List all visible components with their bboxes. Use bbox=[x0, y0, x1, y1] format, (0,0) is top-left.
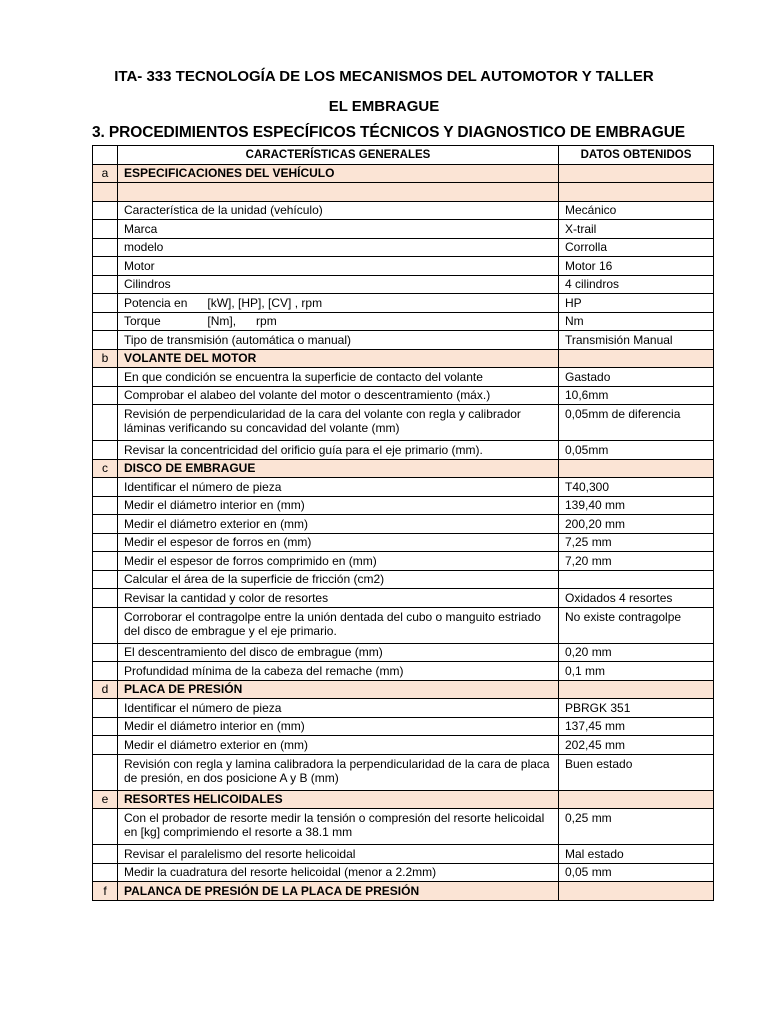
row-label: Medir el diámetro exterior en (mm) bbox=[118, 515, 559, 534]
row-value: 0,05mm bbox=[559, 441, 714, 460]
row-label: Revisión de perpendicularidad de la cara del volante con regla y calibrador láminas verificando su concavidad del volante (mm) bbox=[118, 405, 559, 441]
row-value: Gastado bbox=[559, 368, 714, 387]
row-value: 200,20 mm bbox=[559, 515, 714, 534]
document-title: ITA- 333 TECNOLOGÍA DE LOS MECANISMOS DEL AUTOMOTOR Y TALLER bbox=[114, 68, 654, 85]
section-value-cell bbox=[559, 459, 714, 478]
row-value: Corrolla bbox=[559, 238, 714, 257]
row-value: 7,25 mm bbox=[559, 533, 714, 552]
row-label: Revisar la concentricidad del orificio guía para el eje primario (mm). bbox=[118, 441, 559, 460]
key-cell bbox=[93, 552, 118, 571]
section-title-cell: VOLANTE DEL MOTOR bbox=[118, 349, 559, 368]
section-value-cell bbox=[559, 680, 714, 699]
section-title-cell: ESPECIFICACIONES DEL VEHÍCULO bbox=[118, 164, 559, 183]
key-cell bbox=[93, 496, 118, 515]
key-cell bbox=[93, 515, 118, 534]
specifications-table bbox=[92, 145, 714, 901]
row-label: Calcular el área de la superficie de fricción (cm2) bbox=[118, 570, 559, 589]
key-cell bbox=[93, 201, 118, 220]
table-row bbox=[93, 368, 714, 387]
table-row bbox=[93, 441, 714, 460]
key-cell bbox=[93, 275, 118, 294]
key-cell bbox=[93, 607, 118, 643]
row-value: 137,45 mm bbox=[559, 717, 714, 736]
key-cell bbox=[93, 736, 118, 755]
section-key: b bbox=[93, 349, 118, 368]
row-label: Potencia en [kW], [HP], [CV] , rpm bbox=[118, 294, 559, 313]
header-data-obtained: DATOS OBTENIDOS bbox=[559, 146, 714, 165]
key-cell bbox=[93, 589, 118, 608]
row-value: Nm bbox=[559, 312, 714, 331]
section-key: a bbox=[93, 164, 118, 183]
key-cell bbox=[93, 294, 118, 313]
table-row bbox=[93, 809, 714, 845]
key-cell bbox=[93, 643, 118, 662]
blank-row bbox=[93, 183, 714, 202]
key-cell bbox=[93, 478, 118, 497]
key-cell bbox=[93, 754, 118, 790]
row-label: Identificar el número de pieza bbox=[118, 699, 559, 718]
row-label: Revisar la cantidad y color de resortes bbox=[118, 589, 559, 608]
row-label: Con el probador de resorte medir la tensión o compresión del resorte helicoidal en [kg] comprimiendo el resorte a 38.1 mm bbox=[118, 809, 559, 845]
row-value: 0,1 mm bbox=[559, 662, 714, 681]
table-row bbox=[93, 515, 714, 534]
row-value: Buen estado bbox=[559, 754, 714, 790]
section-title-cell: RESORTES HELICOIDALES bbox=[118, 790, 559, 809]
row-value: 0,20 mm bbox=[559, 643, 714, 662]
table-row bbox=[93, 589, 714, 608]
header-characteristics: CARACTERÍSTICAS GENERALES bbox=[118, 146, 559, 165]
row-value bbox=[559, 570, 714, 589]
table-row bbox=[93, 220, 714, 239]
section-title: 3. PROCEDIMIENTOS ESPECÍFICOS TÉCNICOS Y DIAGNOSTICO DE EMBRAGUE bbox=[92, 124, 686, 141]
table-row bbox=[93, 312, 714, 331]
row-label: Cilindros bbox=[118, 275, 559, 294]
section-key: e bbox=[93, 790, 118, 809]
section-title-cell: PALANCA DE PRESIÓN DE LA PLACA DE PRESIÓN bbox=[118, 882, 559, 901]
row-label: Comprobar el alabeo del volante del motor o descentramiento (máx.) bbox=[118, 386, 559, 405]
row-label: Revisión con regla y lamina calibradora la perpendicularidad de la cara de placa de presión, en dos posicione A y B (mm) bbox=[118, 754, 559, 790]
row-label: Revisar el paralelismo del resorte helicoidal bbox=[118, 845, 559, 864]
key-cell bbox=[93, 441, 118, 460]
row-label: Motor bbox=[118, 257, 559, 276]
section-key: d bbox=[93, 680, 118, 699]
table-row bbox=[93, 643, 714, 662]
row-value: 0,25 mm bbox=[559, 809, 714, 845]
blank-cell bbox=[118, 183, 559, 202]
key-cell bbox=[93, 238, 118, 257]
table-row bbox=[93, 736, 714, 755]
section-key: f bbox=[93, 882, 118, 901]
row-label: modelo bbox=[118, 238, 559, 257]
row-value: 202,45 mm bbox=[559, 736, 714, 755]
key-cell bbox=[93, 220, 118, 239]
key-cell bbox=[93, 331, 118, 350]
section-title-cell: DISCO DE EMBRAGUE bbox=[118, 459, 559, 478]
key-cell bbox=[93, 662, 118, 681]
section-row-c bbox=[93, 459, 714, 478]
section-value-cell bbox=[559, 164, 714, 183]
blank-cell bbox=[93, 183, 118, 202]
key-cell bbox=[93, 570, 118, 589]
row-label: Medir el espesor de forros en (mm) bbox=[118, 533, 559, 552]
section-key: c bbox=[93, 459, 118, 478]
section-value-cell bbox=[559, 882, 714, 901]
key-cell bbox=[93, 533, 118, 552]
table-row bbox=[93, 405, 714, 441]
row-value: 10,6mm bbox=[559, 386, 714, 405]
table-row bbox=[93, 478, 714, 497]
blank-cell bbox=[559, 183, 714, 202]
row-value: Transmisión Manual bbox=[559, 331, 714, 350]
row-label: Tipo de transmisión (automática o manual) bbox=[118, 331, 559, 350]
key-cell bbox=[93, 699, 118, 718]
row-value: T40,300 bbox=[559, 478, 714, 497]
section-title-cell: PLACA DE PRESIÓN bbox=[118, 680, 559, 699]
table-row bbox=[93, 717, 714, 736]
table-row bbox=[93, 331, 714, 350]
table-row bbox=[93, 570, 714, 589]
row-label: En que condición se encuentra la superficie de contacto del volante bbox=[118, 368, 559, 387]
row-value: 139,40 mm bbox=[559, 496, 714, 515]
table-row bbox=[93, 238, 714, 257]
key-cell bbox=[93, 863, 118, 882]
row-value: Motor 16 bbox=[559, 257, 714, 276]
table-row bbox=[93, 257, 714, 276]
row-label: Torque [Nm], rpm bbox=[118, 312, 559, 331]
row-label: Medir la cuadratura del resorte helicoidal (menor a 2.2mm) bbox=[118, 863, 559, 882]
header-key-cell bbox=[93, 146, 118, 165]
row-label: Identificar el número de pieza bbox=[118, 478, 559, 497]
section-row-a bbox=[93, 164, 714, 183]
row-value: 7,20 mm bbox=[559, 552, 714, 571]
table-row bbox=[93, 662, 714, 681]
row-value: PBRGK 351 bbox=[559, 699, 714, 718]
row-value: HP bbox=[559, 294, 714, 313]
section-value-cell bbox=[559, 349, 714, 368]
table-row bbox=[93, 845, 714, 864]
section-row-b bbox=[93, 349, 714, 368]
key-cell bbox=[93, 386, 118, 405]
row-value: Mal estado bbox=[559, 845, 714, 864]
section-row-f bbox=[93, 882, 714, 901]
table-row bbox=[93, 275, 714, 294]
row-value: 4 cilindros bbox=[559, 275, 714, 294]
table-row bbox=[93, 607, 714, 643]
row-label: Marca bbox=[118, 220, 559, 239]
row-value: Oxidados 4 resortes bbox=[559, 589, 714, 608]
table-header-row bbox=[93, 146, 714, 165]
row-value: Mecánico bbox=[559, 201, 714, 220]
table-row bbox=[93, 754, 714, 790]
table-row bbox=[93, 699, 714, 718]
row-label: El descentramiento del disco de embrague (mm) bbox=[118, 643, 559, 662]
section-value-cell bbox=[559, 790, 714, 809]
document-subtitle: EL EMBRAGUE bbox=[328, 98, 440, 115]
table-row bbox=[93, 533, 714, 552]
row-label: Medir el diámetro exterior en (mm) bbox=[118, 736, 559, 755]
row-label: Medir el diámetro interior en (mm) bbox=[118, 717, 559, 736]
key-cell bbox=[93, 809, 118, 845]
row-value: 0,05 mm bbox=[559, 863, 714, 882]
key-cell bbox=[93, 717, 118, 736]
table-row bbox=[93, 552, 714, 571]
table-row bbox=[93, 201, 714, 220]
row-label: Corroborar el contragolpe entre la unión dentada del cubo o manguito estriado del disco de embrague y el eje primario. bbox=[118, 607, 559, 643]
key-cell bbox=[93, 257, 118, 276]
key-cell bbox=[93, 312, 118, 331]
row-value: No existe contragolpe bbox=[559, 607, 714, 643]
row-label: Profundidad mínima de la cabeza del remache (mm) bbox=[118, 662, 559, 681]
table-row bbox=[93, 294, 714, 313]
row-label: Medir el diámetro interior en (mm) bbox=[118, 496, 559, 515]
table-row bbox=[93, 496, 714, 515]
section-row-d bbox=[93, 680, 714, 699]
table-row bbox=[93, 386, 714, 405]
row-label: Medir el espesor de forros comprimido en (mm) bbox=[118, 552, 559, 571]
row-label: Característica de la unidad (vehículo) bbox=[118, 201, 559, 220]
row-value: 0,05mm de diferencia bbox=[559, 405, 714, 441]
table-row bbox=[93, 863, 714, 882]
row-value: X-trail bbox=[559, 220, 714, 239]
key-cell bbox=[93, 405, 118, 441]
key-cell bbox=[93, 368, 118, 387]
key-cell bbox=[93, 845, 118, 864]
section-row-e bbox=[93, 790, 714, 809]
